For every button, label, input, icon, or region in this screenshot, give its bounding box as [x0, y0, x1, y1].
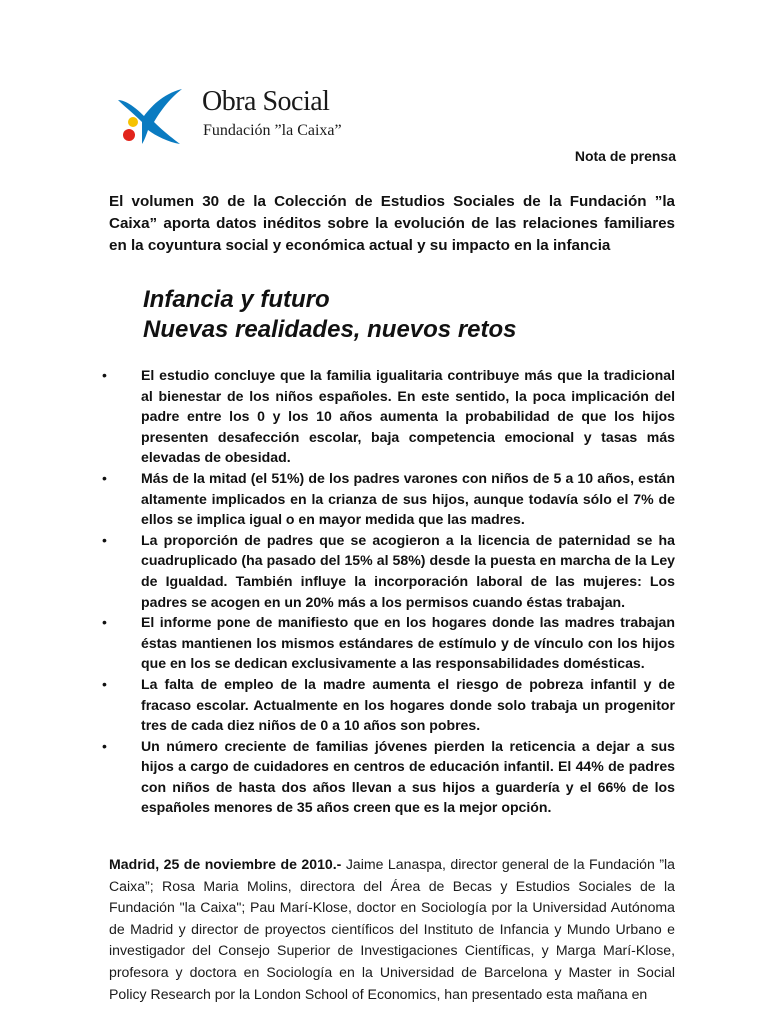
list-item-text: La proporción de padres que se acogieron a la licencia de paternidad se ha cuadruplicado (ha pasado del 15% al 58%) desde la puesta en marcha de la Ley de Igualdad. También influye la incorporación laboral de las mujeres: Los padres se acogen en un 20% más a los permisos cuando éstas trabajan.	[141, 531, 675, 610]
list-item-text: La falta de empleo de la madre aumenta el riesgo de pobreza infantil y de fracaso escolar. Actualmente en los hogares donde solo trabaja un progenitor tres de cada diez niños de 0 a 10 años son pobres.	[141, 675, 675, 734]
list-item	[90, 530, 675, 612]
headline-line-2: Nuevas realidades, nuevos retos	[143, 316, 517, 343]
list-item-text: Un número creciente de familias jóvenes pierden la reticencia a dejar a sus hijos a cargo de cuidadores en centros de educación infantil. El 44% de padres con niños de hasta dos años llevan a sus hijos a guardería y el 66% de los españoles menores de 35 años creen que es la mejor opción.	[141, 737, 675, 816]
key-points-list	[90, 365, 675, 818]
list-item-text: El informe pone de manifiesto que en los hogares donde las madres trabajan éstas mantienen los mismos estándares de estímulo y de vínculo con los hijos que en los se dedican exclusivamente a las responsabilidades domésticas.	[141, 614, 675, 672]
list-item	[90, 612, 675, 674]
la-caixa-star-logo-icon	[116, 86, 188, 146]
press-note-label: Nota de prensa	[574, 148, 676, 164]
obra-social-logo	[116, 86, 356, 146]
logo-title: Obra Social	[202, 86, 330, 117]
bullet-icon: •	[102, 367, 107, 383]
dateline: Madrid, 25 de noviembre de 2010.-	[109, 856, 342, 872]
headline	[143, 285, 517, 345]
bullet-icon: •	[102, 531, 107, 548]
body-paragraph	[109, 854, 675, 1005]
bullet-icon: •	[102, 737, 107, 754]
bullet-icon: •	[102, 614, 107, 631]
list-item-text: Más de la mitad (el 51%) de los padres varones con niños de 5 a 10 años, están altamente implicados en la crianza de sus hijos, aunque todavía sólo el 7% de ellos se implica igual o en mayor medida que las madres.	[141, 469, 675, 528]
logo-subtitle: Fundación ”la Caixa”	[203, 122, 342, 139]
body-paragraph-text: Jaime Lanaspa, director general de la Fundación ”la Caixa”; Rosa Maria Molins, directora del Área de Becas y Estudios Sociales de la Fundación "la Caixa"; Pau Marí-Klose, doctor en Sociología por la Universidad Autónoma de Madrid y director de proyectos científicos del Instituto de Infancia y Mundo Urbano e investigador del Consejo Superior de Investigaciones Científicas, y Marga Marí-Klose, profesora y doctora en Sociología en la Universidad de Barcelona y Master in Social Policy Research por la London School of Economics, han presentado esta mañana en	[109, 856, 675, 1002]
list-item	[90, 674, 675, 736]
list-item-text: El estudio concluye que la familia igualitaria contribuye más que la tradicional al bienestar de los niños españoles. En este sentido, la poca implicación del padre entre los 0 y los 10 años aumenta la probabilidad de que los hijos presenten desafección escolar, baja competencia emocional y tasas más elevadas de obesidad.	[141, 367, 675, 466]
list-item	[90, 736, 675, 818]
bullet-icon: •	[102, 469, 107, 486]
bullet-icon: •	[102, 675, 107, 692]
headline-line-1: Infancia y futuro	[143, 286, 330, 313]
list-item	[90, 468, 675, 530]
intro-paragraph: El volumen 30 de la Colección de Estudios Sociales de la Fundación ”la Caixa” aporta datos inéditos sobre la evolución de las relaciones familiares en la coyuntura social y económica actual y su impacto en la infancia	[109, 193, 675, 254]
list-item	[90, 365, 675, 468]
